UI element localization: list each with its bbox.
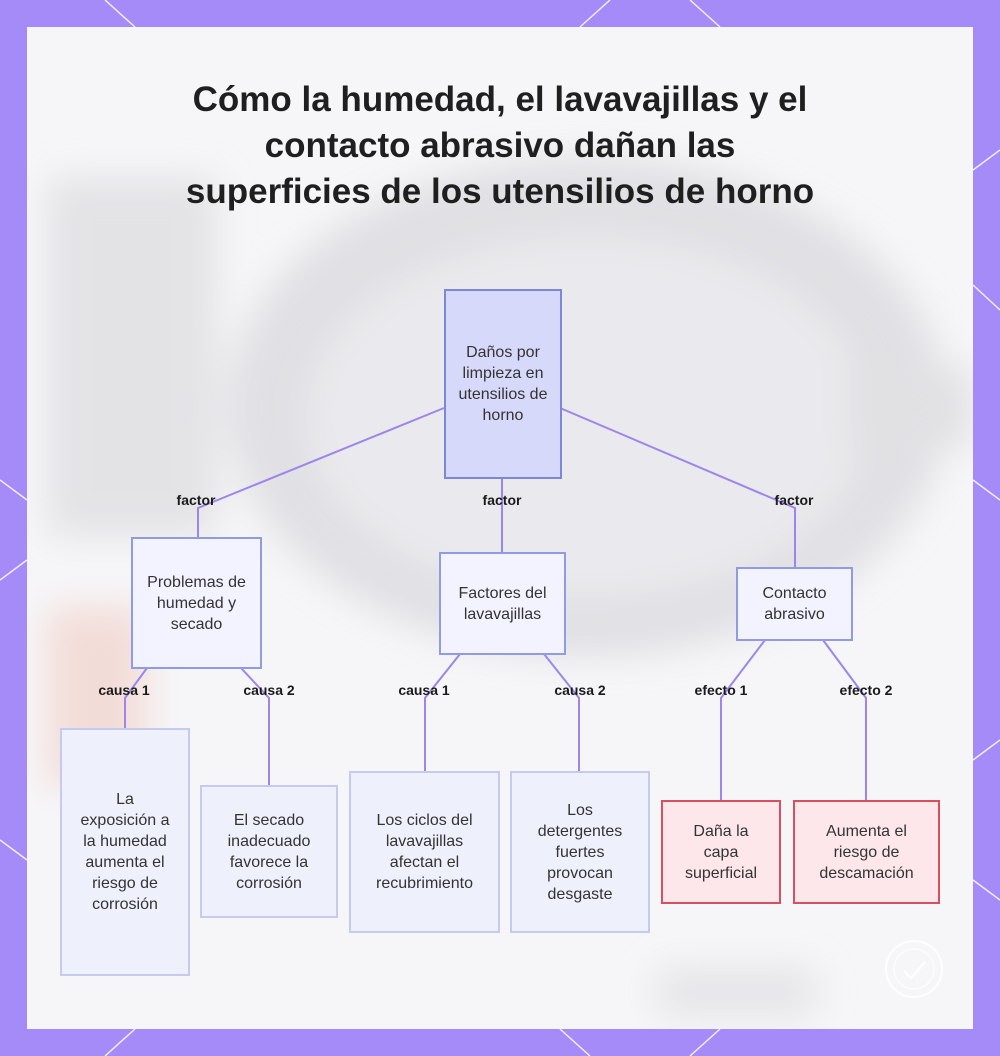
edge-root-factor-1	[198, 408, 444, 537]
edge-f1-c1	[125, 668, 147, 728]
edge-label-f3-c1: efecto 1	[694, 682, 748, 698]
effect-node-flaking: Aumenta el riesgo de descamación	[793, 800, 940, 904]
edge-label-f2-c1: causa 1	[398, 682, 450, 698]
edge-f3-c1	[721, 640, 765, 800]
edge-f2-c2	[544, 654, 579, 771]
edge-root-factor-3	[560, 408, 795, 567]
diagram-panel	[27, 27, 973, 1029]
edge-label-factor-2: factor	[482, 492, 522, 508]
edge-f3-c2	[823, 640, 866, 800]
edge-label-f1-c1: causa 1	[98, 682, 150, 698]
effect-node-surface: Daña la capa superficial	[661, 800, 781, 904]
edge-label-factor-1: factor	[176, 492, 216, 508]
cause-node-humidity-1: La exposición a la humedad aumenta el riesgo de corrosión	[60, 728, 190, 976]
edge-label-f1-c2: causa 2	[243, 682, 295, 698]
edge-f2-c1	[425, 654, 460, 771]
factor-node-dishwasher: Factores del lavavajillas	[439, 552, 566, 655]
edge-label-f2-c2: causa 2	[554, 682, 606, 698]
cause-node-dishwasher-1: Los ciclos del lavavajillas afectan el recubrimiento	[349, 771, 500, 933]
factor-node-abrasive: Contacto abrasivo	[736, 567, 853, 641]
root-node: Daños por limpieza en utensilios de horno	[444, 289, 562, 479]
cause-node-humidity-2: El secado inadecuado favorece la corrosión	[200, 785, 338, 918]
factor-node-humidity: Problemas de humedad y secado	[131, 537, 262, 669]
edge-label-f3-c2: efecto 2	[839, 682, 893, 698]
watermark-seal-icon	[882, 937, 946, 1001]
cause-node-dishwasher-2: Los detergentes fuertes provocan desgaste	[510, 771, 650, 933]
edge-label-factor-3: factor	[774, 492, 814, 508]
diagram-title: Cómo la humedad, el lavavajillas y el contacto abrasivo dañan las superficies de los utensilios de horno	[185, 80, 815, 211]
